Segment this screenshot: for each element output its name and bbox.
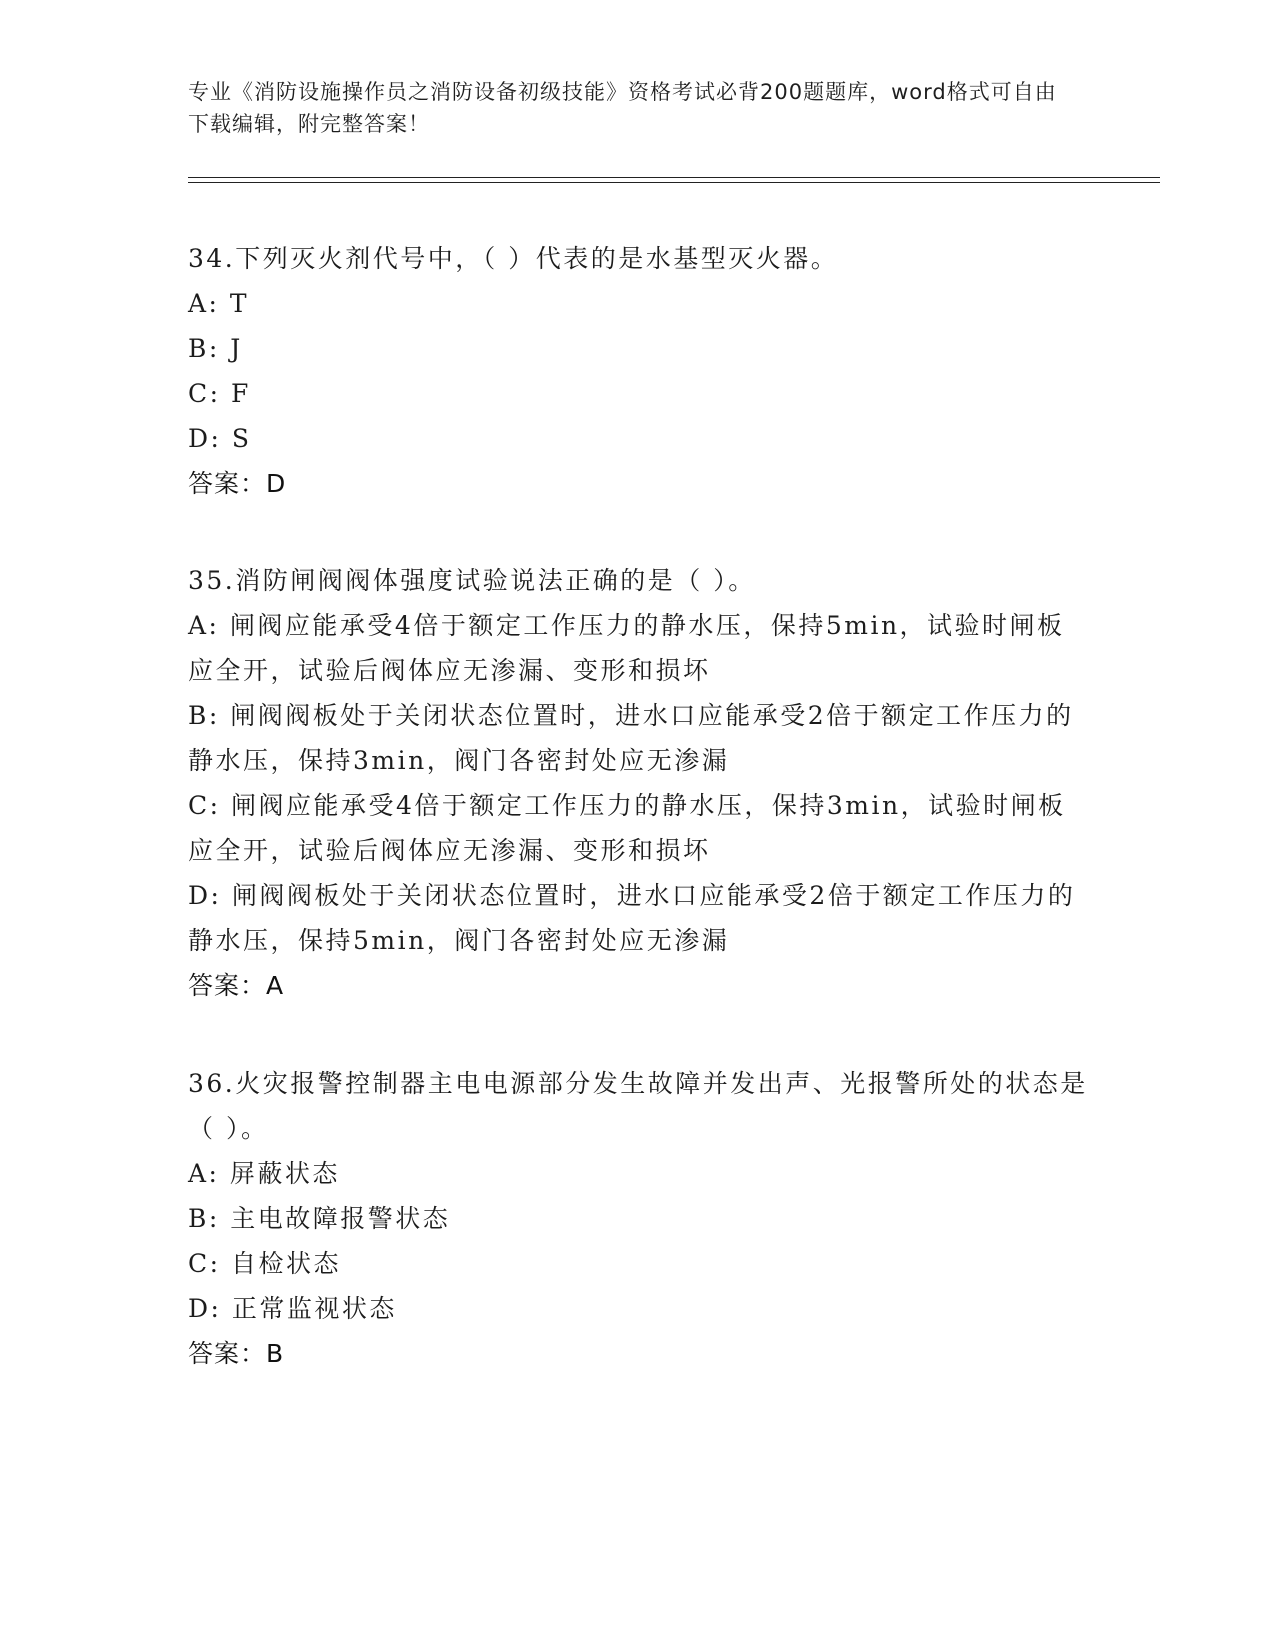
header-divider-top (188, 177, 1160, 178)
option-b: B: 闸阀阀板处于关闭状态位置时，进水口应能承受2倍于额定工作压力的静水压，保持3min，阀门各密封处应无渗漏 (188, 701, 1074, 775)
option-a: A: T (188, 289, 250, 318)
question-36 (188, 1061, 1088, 1376)
option-c: C: 闸阀应能承受4倍于额定工作压力的静水压，保持3min，试验时闸板应全开，试验后阀体应无渗漏、变形和损坏 (188, 791, 1066, 865)
question-stem: 34.下列灭火剂代号中，（ ）代表的是水基型灭火器。 (188, 244, 839, 273)
option-d: D: 闸阀阀板处于关闭状态位置时，进水口应能承受2倍于额定工作压力的静水压，保持5min，阀门各密封处应无渗漏 (188, 881, 1076, 955)
option-a: A: 屏蔽状态 (188, 1159, 340, 1188)
question-stem: 36.火灾报警控制器主电电源部分发生故障并发出声、光报警所处的状态是（ ）。 (188, 1069, 1088, 1143)
answer-line: 答案：B (188, 1339, 285, 1368)
answer-line: 答案：D (188, 469, 287, 498)
option-d: D: 正常监视状态 (188, 1294, 397, 1323)
option-c: C: F (188, 379, 251, 408)
answer-line: 答案：A (188, 971, 285, 1000)
option-c: C: 自检状态 (188, 1249, 341, 1278)
question-stem: 35.消防闸阀阀体强度试验说法正确的是（ ）。 (188, 566, 756, 595)
question-34 (188, 236, 1088, 506)
option-b: B: J (188, 334, 243, 363)
option-b: B: 主电故障报警状态 (188, 1204, 451, 1233)
question-35 (188, 558, 1088, 1008)
header-divider-bottom (188, 182, 1160, 183)
option-a: A: 闸阀应能承受4倍于额定工作压力的静水压，保持5min，试验时闸板应全开，试验后阀体应无渗漏、变形和损坏 (188, 611, 1065, 685)
document-header: 专业《消防设施操作员之消防设备初级技能》资格考试必背200题题库，word格式可自由下载编辑，附完整答案！ (188, 80, 1057, 136)
option-d: D: S (188, 424, 252, 453)
